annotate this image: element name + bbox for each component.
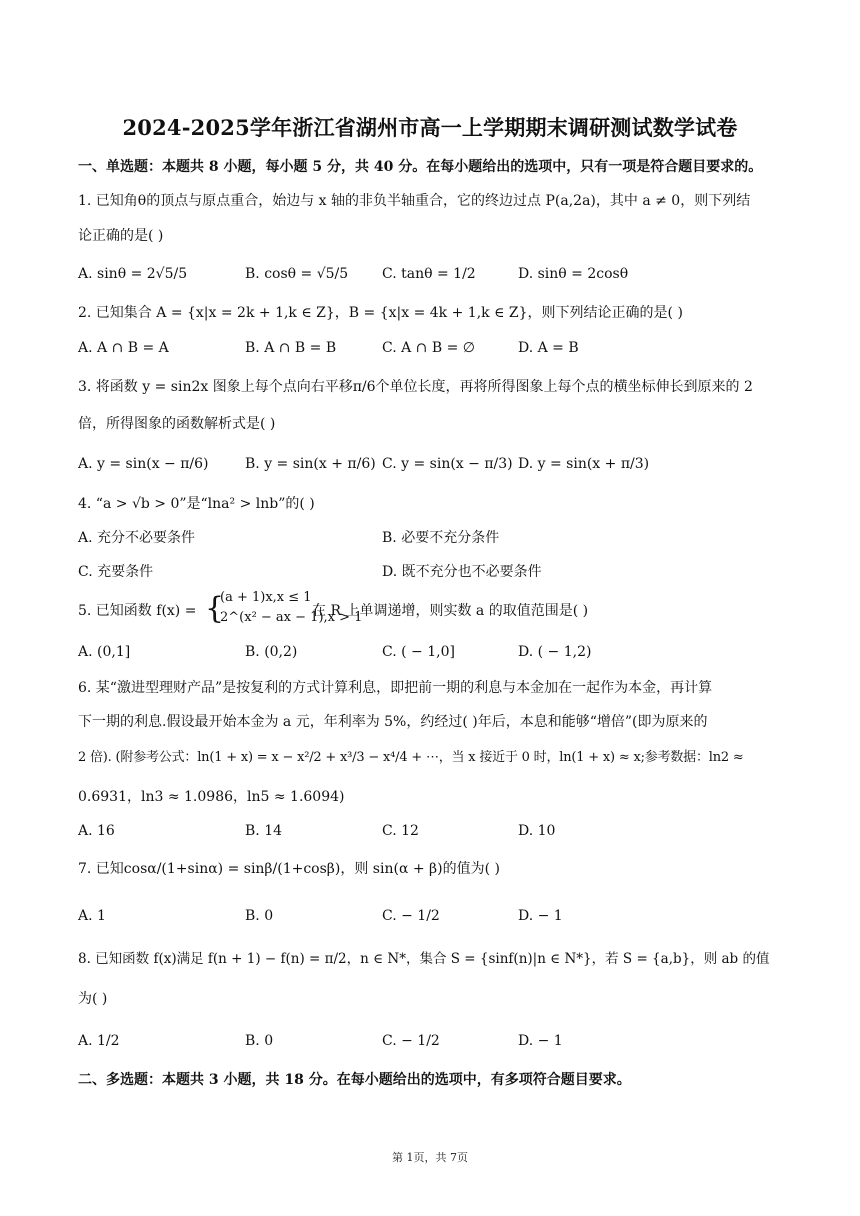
q4-option-a: A. 充分不必要条件 — [78, 530, 196, 546]
q3-option-a: A. y = sin(x − π/6) — [78, 456, 209, 472]
q5-option-b: B. (0,2) — [245, 644, 298, 660]
q2-option-d: D. A = B — [518, 340, 579, 356]
q8-option-c: C. − 1/2 — [382, 1033, 440, 1049]
q6-stem-line4: 0.6931，ln3 ≈ 1.0986，ln5 ≈ 1.6094) — [78, 789, 345, 805]
q5-stem-prefix: 5. 已知函数 f(x) = — [78, 603, 197, 619]
q3-stem-line2: 倍，所得图象的函数解析式是( ) — [78, 416, 276, 432]
q1-option-a: A. sinθ = 2√5/5 — [78, 266, 188, 282]
section-2-heading: 二、多选题：本题共 3 小题，共 18 分。在每小题给出的选项中，有多项符合题目要求。 — [78, 1072, 631, 1088]
q3-stem-line1: 3. 将函数 y = sin2x 图象上每个点向右平移π/6个单位长度，再将所得图象上每个点的横坐标伸长到原来的 2 — [78, 379, 753, 395]
q1-stem-line1: 1. 已知角θ的顶点与原点重合，始边与 x 轴的非负半轴重合，它的终边过点 P(a,2a)，其中 a ≠ 0，则下列结 — [78, 193, 751, 209]
q7-stem-line1: 7. 已知cosα/(1+sinα) = sinβ/(1+cosβ)，则 sin(α + β)的值为( ) — [78, 861, 500, 877]
q3-option-d: D. y = sin(x + π/3) — [518, 456, 650, 472]
q1-option-d: D. sinθ = 2cosθ — [518, 266, 629, 282]
q6-option-b: B. 14 — [245, 823, 283, 839]
q6-stem-line3: 2 倍). (附参考公式：ln(1 + x) = x − x²/2 + x³/3 − x⁴/4 + ⋯，当 x 接近于 0 时，ln(1 + x) ≈ x;参考数据：ln2 ≈ — [78, 750, 744, 765]
q5-brace: { — [205, 591, 225, 626]
q6-option-c: C. 12 — [382, 823, 419, 839]
q7-option-a: A. 1 — [78, 908, 106, 924]
q8-option-a: A. 1/2 — [78, 1033, 120, 1049]
q3-option-c: C. y = sin(x − π/3) — [382, 456, 513, 472]
q7-option-c: C. − 1/2 — [382, 908, 440, 924]
q1-option-b: B. cosθ = √5/5 — [245, 266, 349, 282]
q4-option-c: C. 充要条件 — [78, 564, 154, 580]
q3-option-b: B. y = sin(x + π/6) — [245, 456, 376, 472]
q6-stem-line2: 下一期的利息.假设最开始本金为 a 元，年利率为 5%，约经过( )年后，本息和能够“增倍”(即为原来的 — [78, 714, 708, 730]
q1-stem-line2: 论正确的是( ) — [78, 228, 164, 244]
q5-stem-suffix: 在 R 上单调递增，则实数 a 的取值范围是( ) — [312, 603, 589, 619]
q5-case-1: (a + 1)x,x ≤ 1 — [220, 590, 312, 605]
q6-option-d: D. 10 — [518, 823, 556, 839]
q8-stem-line2: 为( ) — [78, 991, 108, 1007]
q4-option-d: D. 既不充分也不必要条件 — [382, 564, 542, 580]
page-title: 2024-2025学年浙江省湖州市高一上学期期末调研测试数学试卷 — [122, 115, 738, 140]
q8-option-d: D. − 1 — [518, 1033, 563, 1049]
q5-option-a: A. (0,1] — [78, 644, 131, 660]
q2-option-b: B. A ∩ B = B — [245, 340, 337, 356]
q6-option-a: A. 16 — [78, 823, 115, 839]
q1-option-c: C. tanθ = 1/2 — [382, 266, 476, 282]
q4-stem-line1: 4. “a > √b > 0”是“lna² > lnb”的( ) — [78, 496, 315, 512]
page-footer: 第 1页，共 7页 — [392, 1151, 468, 1164]
q2-option-a: A. A ∩ B = A — [78, 340, 169, 356]
q2-option-c: C. A ∩ B = ∅ — [382, 340, 475, 356]
section-1-heading: 一、单选题：本题共 8 小题，每小题 5 分，共 40 分。在每小题给出的选项中，只有一项是符合题目要求的。 — [78, 159, 763, 175]
q7-option-b: B. 0 — [245, 908, 274, 924]
q5-option-d: D. ( − 1,2) — [518, 644, 592, 660]
q8-option-b: B. 0 — [245, 1033, 274, 1049]
q4-option-b: B. 必要不充分条件 — [382, 530, 500, 546]
q5-option-c: C. ( − 1,0] — [382, 644, 455, 660]
q8-stem-line1: 8. 已知函数 f(x)满足 f(n + 1) − f(n) = π/2，n ∈ N*，集合 S = {sinf(n)|n ∈ N*}，若 S = {a,b}，则 ab 的值 — [78, 951, 770, 967]
q2-stem-line1: 2. 已知集合 A = {x|x = 2k + 1,k ∈ Z}，B = {x|x = 4k + 1,k ∈ Z}，则下列结论正确的是( ) — [78, 305, 683, 321]
q7-option-d: D. − 1 — [518, 908, 563, 924]
q6-stem-line1: 6. 某“激进型理财产品”是按复利的方式计算利息，即把前一期的利息与本金加在一起作为本金，再计算 — [78, 680, 713, 696]
q5-case-2: 2^(x² − ax − 1),x > 1 — [220, 610, 363, 625]
